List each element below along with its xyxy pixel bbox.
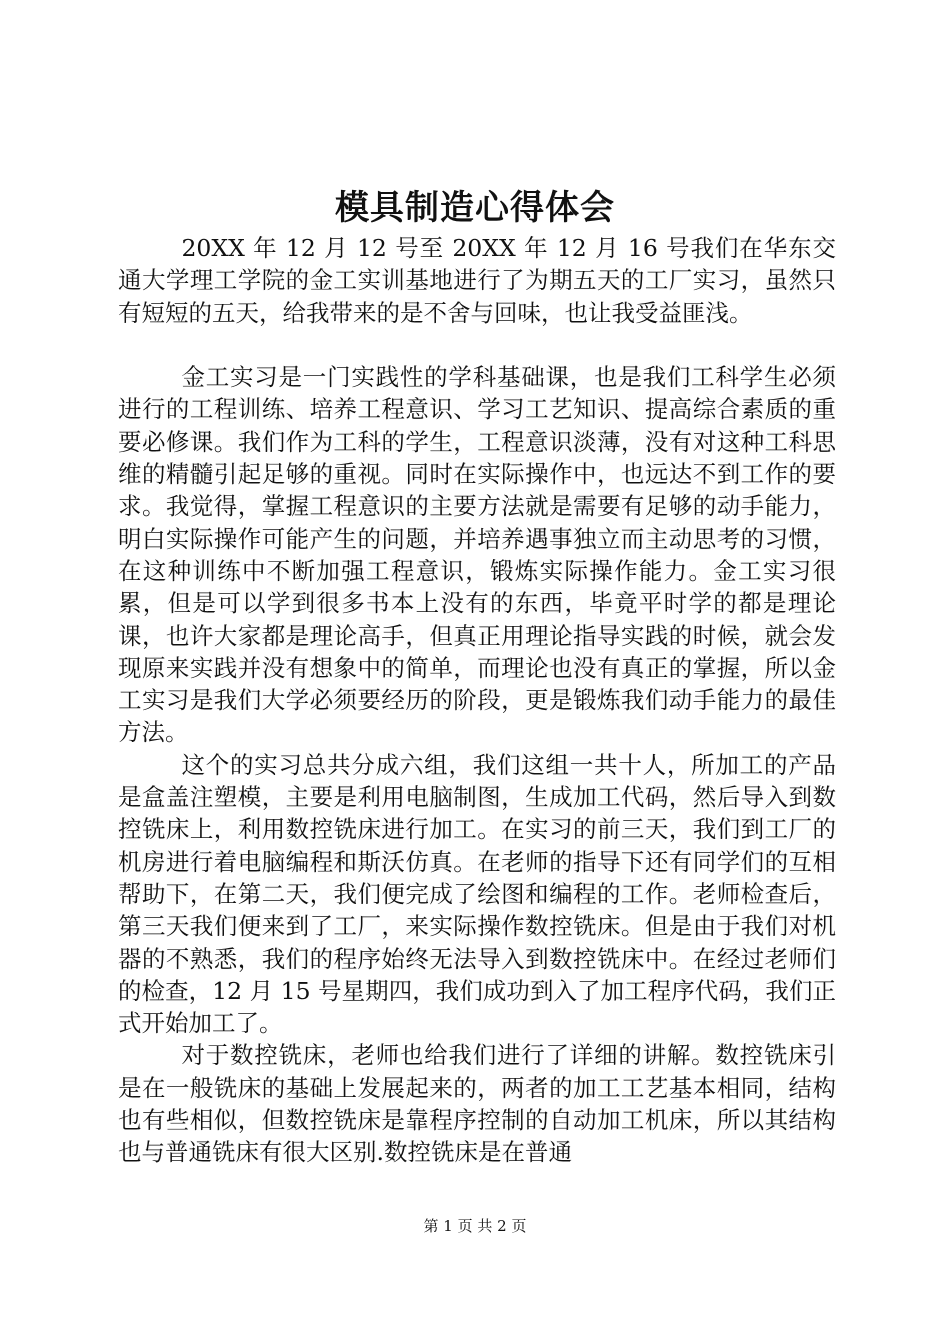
paragraph-metalwork-practice: 金工实习是一门实践性的学科基础课，也是我们工科学生必须进行的工程训练、培养工程意识、学习工艺知识、提高综合素质的重要必修课。我们作为工科的学生，工程意识淡薄，没有对这种工科思维的精髓引起足够的重视。同时在实际操作中，也远达不到工作的要求。我觉得，掌握工程意识的主要方法就是需要有足够的动手能力，明白实际操作可能产生的问题，并培养遇事独立而主动思考的习惯，在这种训练中不断加强工程意识，锻炼实际操作能力。金工实习很累，但是可以学到很多书本上没有的东西，毕竟平时学的都是理论课，也许大家都是理论高手，但真正用理论指导实践的时候，就会发现原来实践并没有想象中的简单，而理论也没有真正的掌握，所以金工实习是我们大学必须要经历的阶段，更是锻炼我们动手能力的最佳方法。 xyxy=(118,363,836,747)
document-body xyxy=(118,232,836,1169)
document-title: 模具制造心得体会 xyxy=(335,188,615,228)
page-number-footer: 第 1 页 共 2 页 xyxy=(423,1217,527,1235)
paragraph-internship-groups: 这个的实习总共分成六组，我们这组一共十人，所加工的产品是盒盖注塑模，主要是利用电脑制图，生成加工代码，然后导入到数控铣床上，利用数控铣床进行加工。在实习的前三天，我们到工厂的机房进行着电脑编程和斯沃仿真。在老师的指导下还有同学们的互相帮助下，在第二天，我们便完成了绘图和编程的工作。老师检查后，第三天我们便来到了工厂，来实际操作数控铣床。但是由于我们对机器的不熟悉，我们的程序始终无法导入到数控铣床中。在经过老师们的检查，12 月 15 号星期四，我们成功到入了加工程序代码，我们正式开始加工了。 xyxy=(118,750,836,1038)
paragraph-spacer xyxy=(118,329,836,361)
paragraph-cnc-milling: 对于数控铣床，老师也给我们进行了详细的讲解。数控铣床引是在一般铣床的基础上发展起来的，两者的加工工艺基本相同，结构也有些相似，但数控铣床是靠程序控制的自动加工机床，所以其结构也与普通铣床有很大区别.数控铣床是在普通 xyxy=(118,1041,836,1167)
paragraph-intro: 20XX 年 12 月 12 号至 20XX 年 12 月 16 号我们在华东交通大学理工学院的金工实训基地进行了为期五天的工厂实习，虽然只有短短的五天，给我带来的是不舍与回味，也让我受益匪浅。 xyxy=(118,234,836,327)
